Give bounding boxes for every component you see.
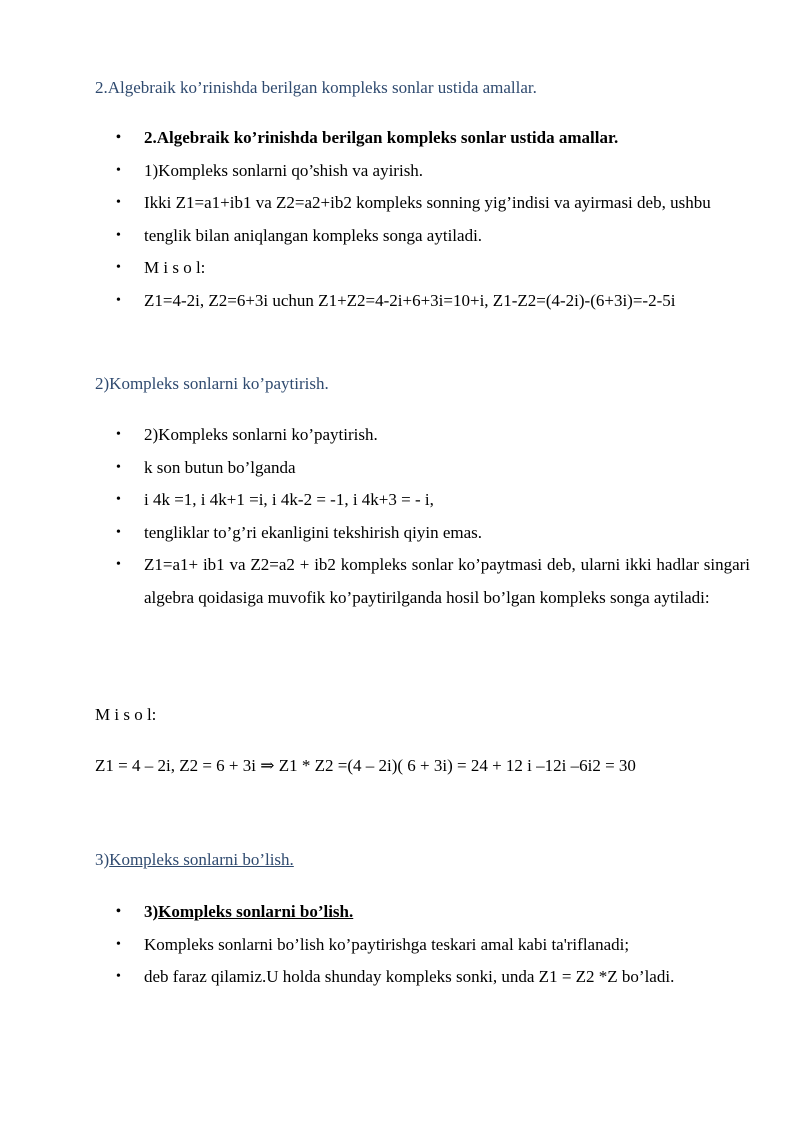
bullet-icon: • bbox=[116, 524, 121, 540]
bullet-list-addition bbox=[0, 122, 800, 317]
list-item: • 2)Kompleks sonlarni ko’paytirish. bbox=[0, 419, 750, 452]
list-item: • k son butun bo’lganda bbox=[0, 452, 750, 485]
section-heading-division: 3)Kompleks sonlarni bo’lish. bbox=[95, 850, 294, 869]
list-item: • Kompleks sonlarni bo’lish ko’paytirishga teskari amal kabi ta'riflanadi; bbox=[0, 929, 750, 962]
bullet-list-division bbox=[0, 896, 800, 994]
example-formula: Z1 = 4 – 2i, Z2 = 6 + 3i ⇒ Z1 * Z2 =(4 – 2i)( 6 + 3i) = 24 + 12 i –12i –6i2 = 30 bbox=[95, 756, 636, 775]
section-heading-multiplication: 2)Kompleks sonlarni ko’paytirish. bbox=[95, 374, 329, 393]
bullet-icon: • bbox=[116, 904, 121, 919]
bullet-list-multiplication bbox=[0, 419, 800, 614]
list-item: • 2.Algebraik ko’rinishda berilgan kompleks sonlar ustida amallar. bbox=[0, 122, 750, 155]
example-label: M i s o l: bbox=[95, 705, 157, 724]
list-item: • i 4k =1, i 4k+1 =i, i 4k-2 = -1, i 4k+3 = - i, bbox=[0, 484, 750, 517]
bullet-icon: • bbox=[116, 292, 121, 308]
list-item: • 3)Kompleks sonlarni bo’lish. bbox=[0, 896, 750, 929]
list-item: • deb faraz qilamiz.U holda shunday kompleks sonki, unda Z1 = Z2 *Z bo’ladi. bbox=[0, 961, 750, 994]
list-item: • tengliklar to’g’ri ekanligini tekshirish qiyin emas. bbox=[0, 517, 750, 550]
list-item: • 1)Kompleks sonlarni qo’shish va ayirish. bbox=[0, 155, 750, 188]
list-item: • Z1=a1+ ib1 va Z2=a2 + ib2 kompleks sonlar ko’paytmasi deb, ularni ikki hadlar singari algebra qoidasiga muvofik ko’paytirilganda hosil bo’lgan kompleks songa aytiladi: bbox=[0, 549, 750, 614]
bullet-icon: • bbox=[116, 936, 121, 952]
bullet-icon: • bbox=[116, 557, 121, 572]
bullet-icon: • bbox=[116, 492, 121, 507]
bullet-icon: • bbox=[116, 227, 121, 243]
division-link-bold[interactable]: Kompleks sonlarni bo’lish. bbox=[158, 902, 354, 921]
bullet-icon: • bbox=[116, 130, 121, 145]
bullet-icon: • bbox=[116, 260, 121, 275]
section-heading-addition: 2.Algebraik ko’rinishda berilgan kompleks sonlar ustida amallar. bbox=[95, 78, 537, 97]
list-item: • Ikki Z1=a1+ib1 va Z2=a2+ib2 kompleks sonning yig’indisi va ayirmasi deb, ushbu bbox=[0, 187, 750, 220]
division-link[interactable]: Kompleks sonlarni bo’lish. bbox=[109, 850, 294, 869]
list-item: • tenglik bilan aniqlangan kompleks songa aytiladi. bbox=[0, 220, 750, 253]
bullet-icon: • bbox=[116, 459, 121, 475]
bullet-icon: • bbox=[116, 162, 121, 178]
list-item: • Z1=4-2i, Z2=6+3i uchun Z1+Z2=4-2i+6+3i=10+i, Z1-Z2=(4-2i)-(6+3i)=-2-5i bbox=[0, 285, 750, 318]
bullet-icon: • bbox=[116, 969, 121, 984]
bullet-icon: • bbox=[116, 195, 121, 210]
bullet-icon: • bbox=[116, 427, 121, 442]
list-item: • M i s o l: bbox=[0, 252, 750, 285]
